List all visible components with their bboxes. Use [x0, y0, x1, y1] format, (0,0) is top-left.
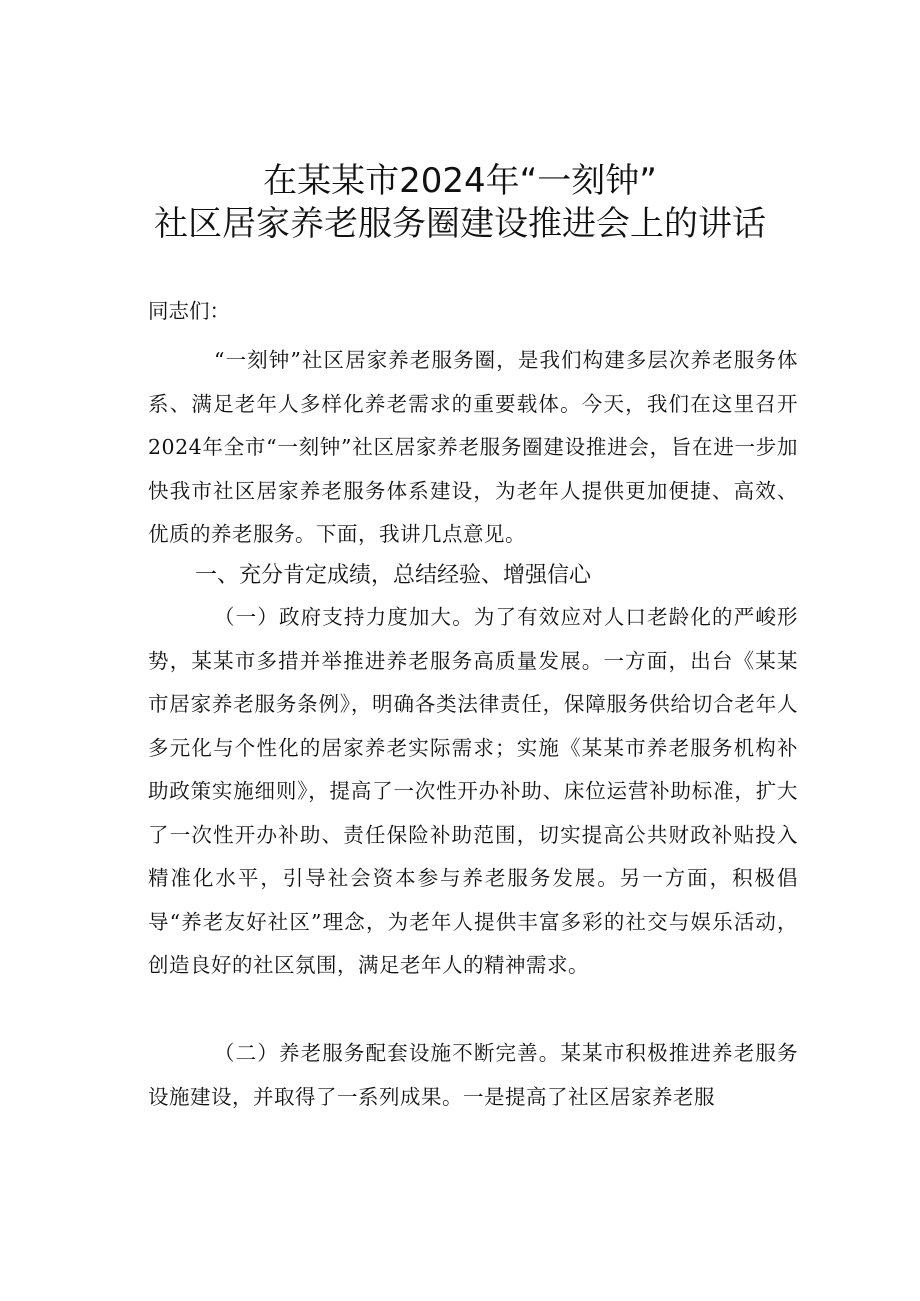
subsection-2-paragraph: （二）养老服务配套设施不断完善。某某市积极推进养老服务设施建设，并取得了一系列成果。一是提高了社区居家养老服	[148, 1041, 798, 1109]
document-title-line-1: 在某某市2024年“一刻钟”	[263, 161, 657, 201]
document-title-line-2: 社区居家养老服务圈建设推进会上的讲话	[154, 204, 766, 244]
greeting: 同志们：	[148, 299, 230, 323]
intro-paragraph: “一刻钟”社区居家养老服务圈，是我们构建多层次养老服务体系、满足老年人多样化养老需求的重要载体。今天，我们在这里召开2024年全市“一刻钟”社区居家养老服务圈建设推进会，旨在进一步加快我市社区居家养老服务体系建设，为老年人提供更加便捷、高效、优质的养老服务。下面，我讲几点意见。	[148, 348, 798, 546]
section-heading-1: 一、充分肯定成绩，总结经验、增强信心	[195, 563, 592, 588]
subsection-1-paragraph: （一）政府支持力度加大。为了有效应对人口老龄化的严峻形势，某某市多措并举推进养老服务高质量发展。一方面，出台《某某市居家养老服务条例》，明确各类法律责任，保障服务供给切合老年人多元化与个性化的居家养老实际需求；实施《某某市养老服务机构补助政策实施细则》，提高了一次性开办补助、床位运营补助标准，扩大了一次性开办补助、责任保险补助范围，切实提高公共财政补贴投入精准化水平，引导社会资本参与养老服务发展。另一方面，积极倡导“养老友好社区”理念，为老年人提供丰富多彩的社交与娱乐活动，创造良好的社区氛围，满足老年人的精神需求。	[148, 605, 798, 977]
